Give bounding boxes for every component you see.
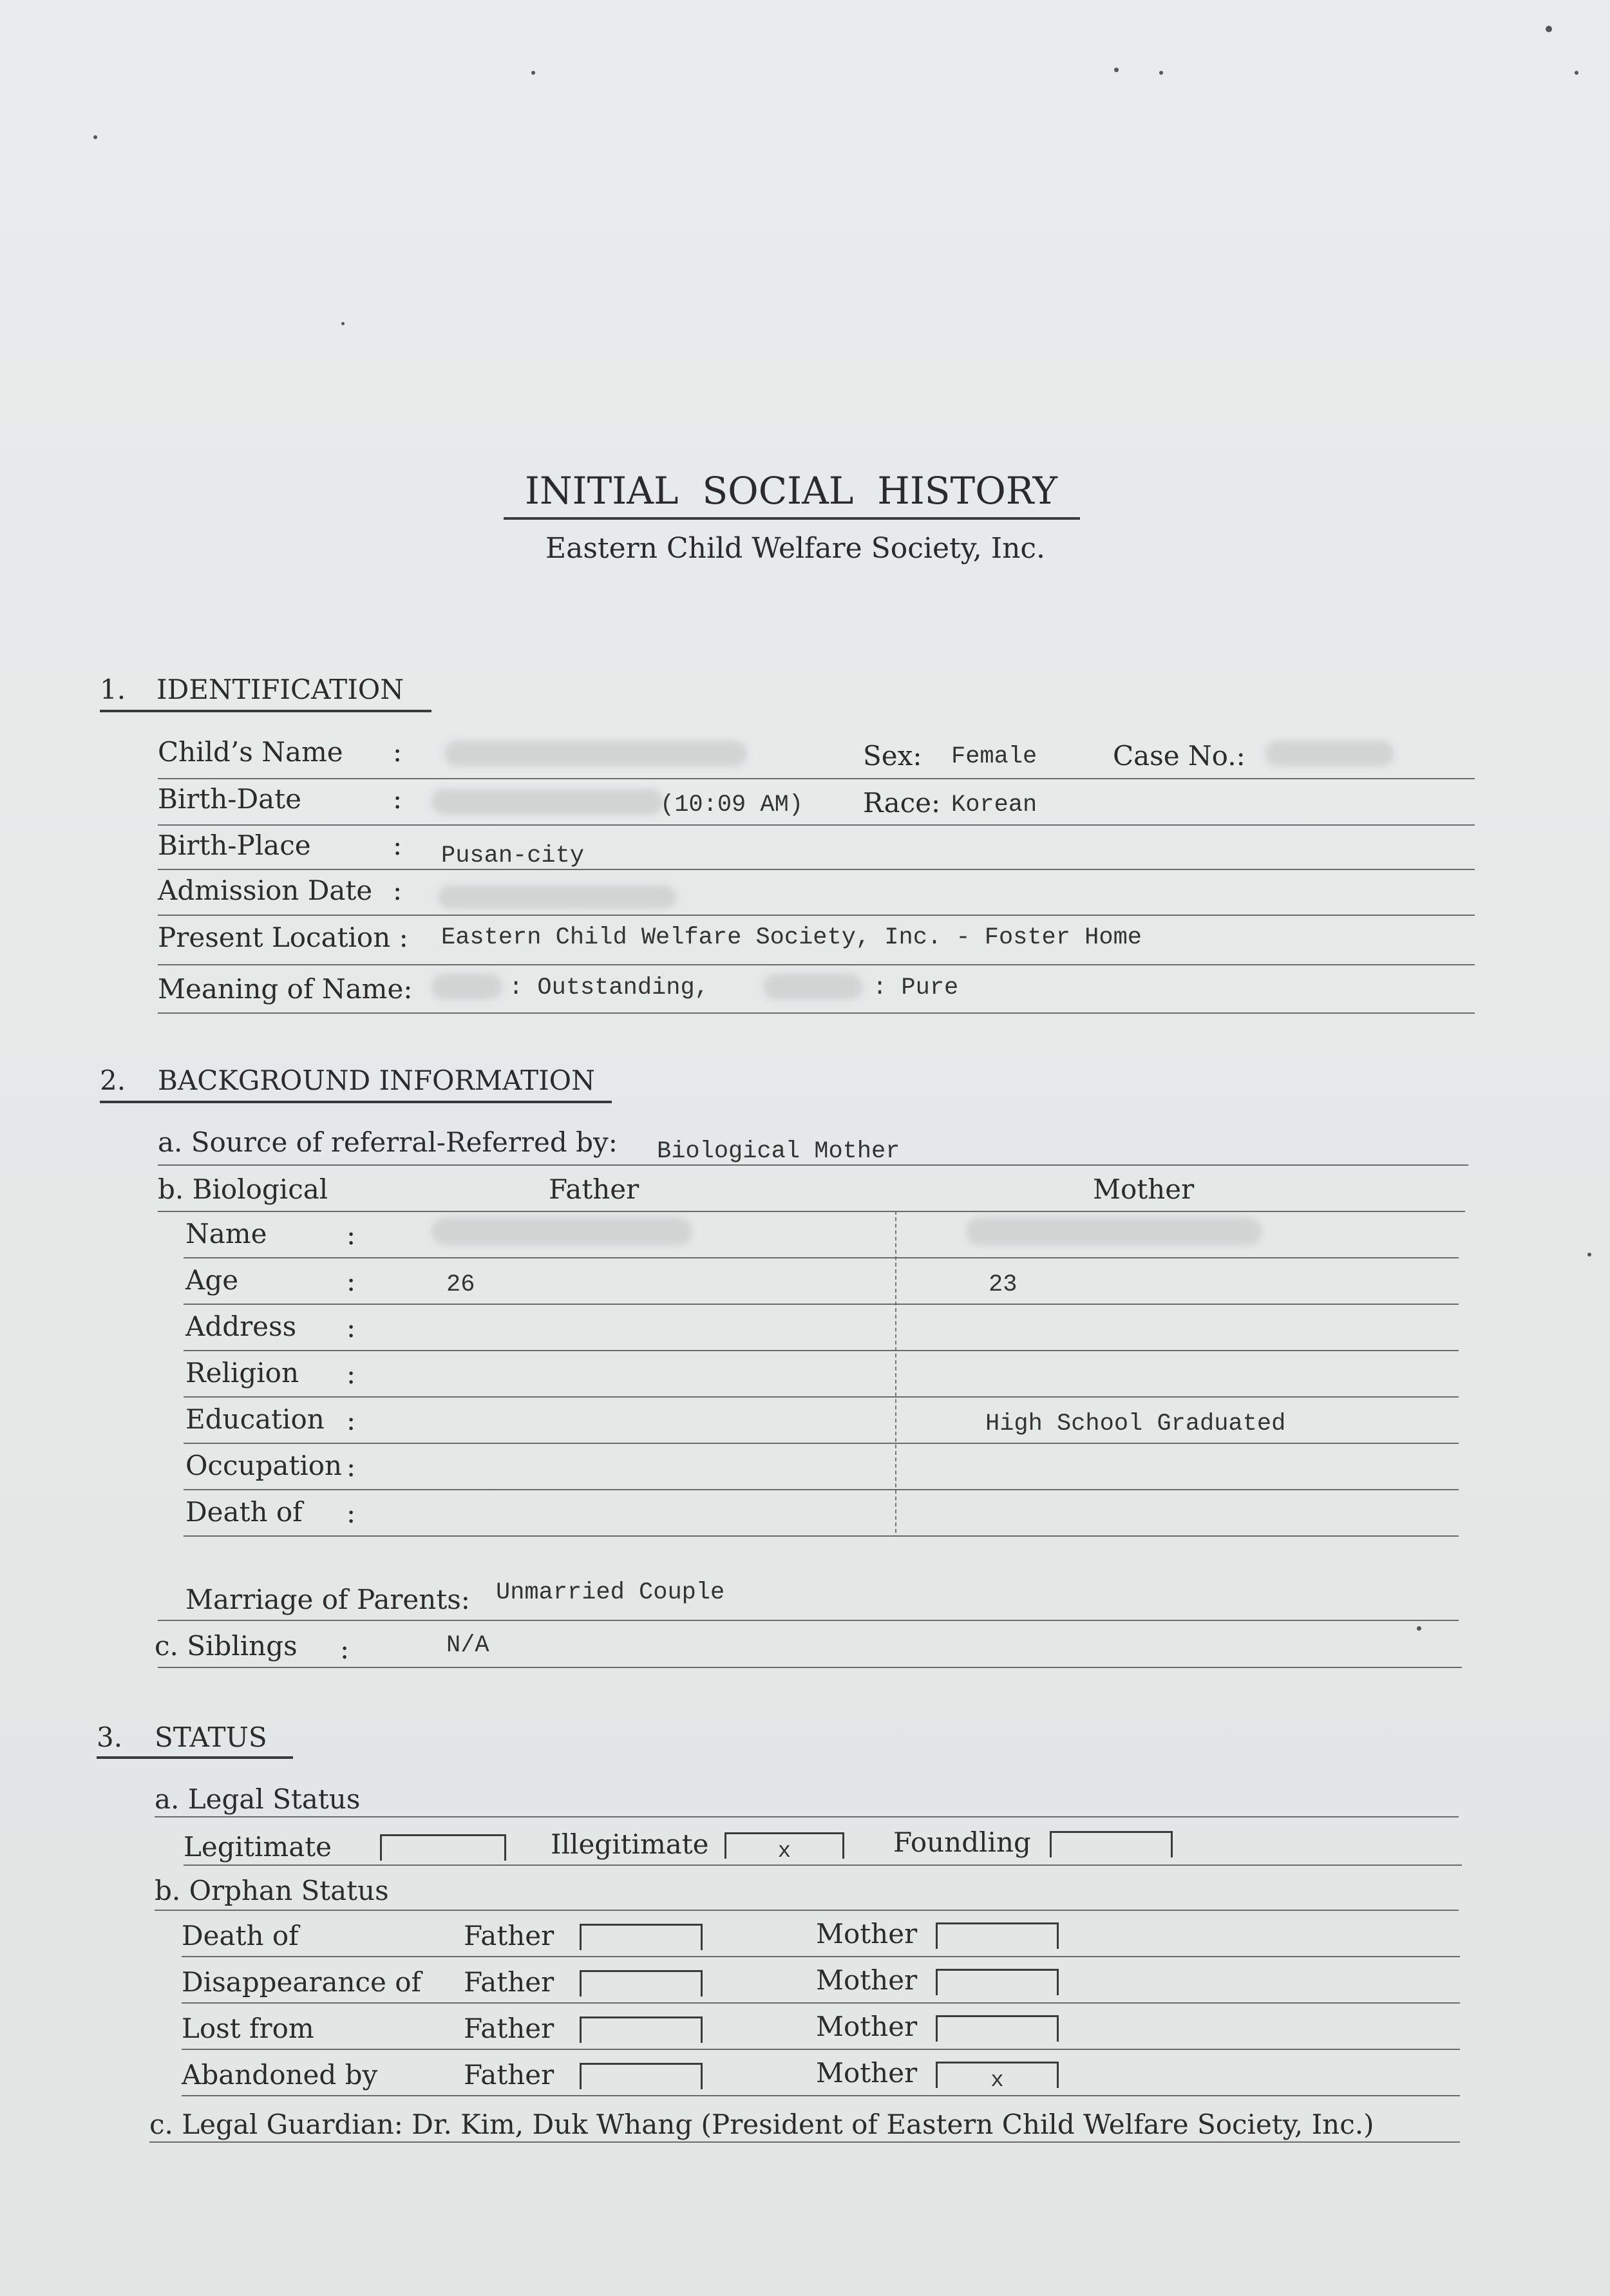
orphan-mother-checkbox[interactable] xyxy=(936,1922,1059,1949)
form-line xyxy=(184,1864,1462,1866)
bio-row-label: Name xyxy=(185,1218,267,1249)
form-line xyxy=(158,869,1475,870)
document-subtitle: Eastern Child Welfare Society, Inc. xyxy=(545,532,1046,565)
orphan-mother-label: Mother xyxy=(816,2057,918,2089)
section-heading: STATUS xyxy=(155,1722,267,1753)
marriage-value: Unmarried Couple xyxy=(496,1579,725,1606)
orphan-mother-label: Mother xyxy=(816,1964,918,1996)
present-location-value: Eastern Child Welfare Society, Inc. - Foster Home xyxy=(441,924,1142,951)
form-line xyxy=(184,1257,1459,1258)
form-line xyxy=(158,824,1475,826)
form-line xyxy=(182,2002,1460,2004)
redacted-birth-date xyxy=(431,789,663,815)
form-line xyxy=(184,1443,1459,1444)
section-number: 1. xyxy=(100,674,126,705)
checkbox-mark: x xyxy=(990,2069,1004,2093)
orphan-father-label: Father xyxy=(464,1920,554,1951)
orphan-status-label: b. Orphan Status xyxy=(155,1875,389,1906)
orphan-row-label: Disappearance of xyxy=(182,1966,422,1998)
mother-value: 23 xyxy=(989,1271,1018,1298)
bio-row-label: Age xyxy=(185,1264,239,1296)
colon: : xyxy=(346,1497,356,1529)
orphan-row-label: Lost from xyxy=(182,2013,314,2044)
siblings-label: c. Siblings xyxy=(155,1630,298,1662)
section-number: 3. xyxy=(97,1722,123,1753)
colon: : xyxy=(393,736,402,768)
section-heading: IDENTIFICATION xyxy=(156,674,404,705)
speck xyxy=(341,322,345,325)
form-line xyxy=(184,1350,1459,1351)
colon: : xyxy=(346,1219,356,1251)
form-line xyxy=(184,1396,1459,1398)
speck xyxy=(1575,71,1578,75)
sex-label: Sex: xyxy=(863,740,922,772)
redacted-admission-date xyxy=(438,886,676,909)
father-value: 26 xyxy=(446,1271,475,1298)
form-line xyxy=(182,2049,1460,2050)
redacted-case-no xyxy=(1265,741,1394,766)
legal-status-label: a. Legal Status xyxy=(155,1783,361,1815)
document-title: INITIAL SOCIAL HISTORY xyxy=(525,469,1057,513)
mother-column-header: Mother xyxy=(1093,1173,1195,1205)
section-heading: BACKGROUND INFORMATION xyxy=(158,1065,595,1096)
referral-value: Biological Mother xyxy=(657,1138,900,1165)
form-line xyxy=(182,1956,1460,1957)
form-line xyxy=(158,1667,1462,1668)
redacted-meaning-1 xyxy=(431,974,502,1000)
form-line xyxy=(158,1012,1475,1014)
section-underline xyxy=(97,1756,293,1759)
orphan-father-checkbox[interactable] xyxy=(580,1970,703,1997)
form-line xyxy=(158,915,1475,916)
birth-place-label: Birth-Place xyxy=(158,830,311,861)
form-line xyxy=(184,1535,1459,1537)
orphan-father-label: Father xyxy=(464,2059,554,2091)
section-underline xyxy=(100,1101,612,1103)
redacted-mother-name xyxy=(966,1217,1262,1246)
meaning-label: Meaning of Name: xyxy=(158,973,413,1005)
form-line xyxy=(158,1620,1459,1621)
foundling-label: Foundling xyxy=(893,1826,1031,1858)
orphan-father-checkbox[interactable] xyxy=(580,2016,703,2043)
meaning-value-1: : Outstanding, xyxy=(509,974,709,1001)
speck xyxy=(1159,71,1163,75)
marriage-label: Marriage of Parents: xyxy=(185,1584,470,1615)
colon: : xyxy=(393,875,402,906)
section-underline xyxy=(100,710,431,712)
birth-place-value: Pusan-city xyxy=(441,842,585,869)
form-line xyxy=(149,2141,1460,2143)
bio-row-label: Occupation xyxy=(185,1450,343,1481)
colon: : xyxy=(393,830,402,861)
referral-label: a. Source of referral-Referred by: xyxy=(158,1126,618,1158)
admission-date-label: Admission Date xyxy=(158,875,373,906)
orphan-father-label: Father xyxy=(464,1966,554,1998)
illegitimate-label: Illegitimate xyxy=(551,1828,709,1860)
birth-time: (10:09 AM) xyxy=(660,792,804,819)
orphan-mother-label: Mother xyxy=(816,1918,918,1950)
colon: : xyxy=(346,1358,356,1390)
orphan-father-label: Father xyxy=(464,2013,554,2044)
bio-row-label: Address xyxy=(185,1311,297,1342)
orphan-row-label: Death of xyxy=(182,1920,299,1951)
colon: : xyxy=(346,1451,356,1483)
illegitimate-checkbox[interactable]: x xyxy=(724,1832,844,1859)
column-divider xyxy=(895,1211,896,1533)
present-location-label: Present Location : xyxy=(158,922,408,953)
bio-row-label: Death of xyxy=(185,1496,303,1528)
birth-date-label: Birth-Date xyxy=(158,783,301,815)
colon: : xyxy=(346,1405,356,1436)
orphan-father-checkbox[interactable] xyxy=(580,2063,703,2089)
redacted-father-name xyxy=(431,1217,692,1246)
colon: : xyxy=(340,1633,350,1665)
colon: : xyxy=(393,783,402,815)
race-value: Korean xyxy=(951,792,1037,819)
title-underline xyxy=(504,517,1080,520)
speck xyxy=(1546,26,1552,32)
redacted-name xyxy=(444,741,747,766)
siblings-value: N/A xyxy=(446,1632,489,1659)
form-line xyxy=(158,964,1475,965)
speck xyxy=(1114,68,1119,72)
colon: : xyxy=(346,1312,356,1343)
speck xyxy=(1417,1626,1421,1631)
orphan-row-label: Abandoned by xyxy=(182,2059,378,2091)
orphan-mother-checkbox[interactable] xyxy=(936,2062,1059,2093)
orphan-mother-checkbox[interactable] xyxy=(936,1969,1059,1995)
bio-row-label: Education xyxy=(185,1403,325,1435)
form-line xyxy=(158,1211,1465,1212)
section-number: 2. xyxy=(100,1065,126,1096)
orphan-father-checkbox[interactable] xyxy=(580,1924,703,1950)
colon: : xyxy=(346,1266,356,1297)
childs-name-label: Child’s Name xyxy=(158,736,343,768)
father-column-header: Father xyxy=(549,1173,639,1205)
legitimate-checkbox[interactable] xyxy=(380,1834,506,1861)
biological-label: b. Biological xyxy=(158,1173,328,1205)
form-line xyxy=(155,1910,1459,1911)
mother-value: High School Graduated xyxy=(985,1410,1286,1437)
race-label: Race: xyxy=(863,787,941,819)
foundling-checkbox[interactable] xyxy=(1050,1831,1173,1857)
speck xyxy=(531,71,535,75)
form-line xyxy=(158,778,1475,779)
orphan-mother-label: Mother xyxy=(816,2011,918,2042)
speck xyxy=(1587,1253,1591,1257)
form-line xyxy=(184,1489,1459,1490)
redacted-meaning-2 xyxy=(763,974,863,1000)
form-line xyxy=(184,1304,1459,1305)
form-line xyxy=(155,1816,1459,1817)
meaning-value-2: : Pure xyxy=(873,974,959,1001)
sex-value: Female xyxy=(951,743,1037,770)
bio-row-label: Religion xyxy=(185,1357,299,1389)
form-line xyxy=(158,1164,1468,1166)
legal-guardian: c. Legal Guardian: Dr. Kim, Duk Whang (President of Eastern Child Welfare Society, Inc.) xyxy=(149,2109,1374,2140)
speck xyxy=(93,135,97,139)
form-line xyxy=(182,2095,1460,2096)
case-no-label: Case No.: xyxy=(1113,740,1245,772)
orphan-mother-checkbox[interactable] xyxy=(936,2015,1059,2042)
legitimate-label: Legitimate xyxy=(184,1831,332,1863)
